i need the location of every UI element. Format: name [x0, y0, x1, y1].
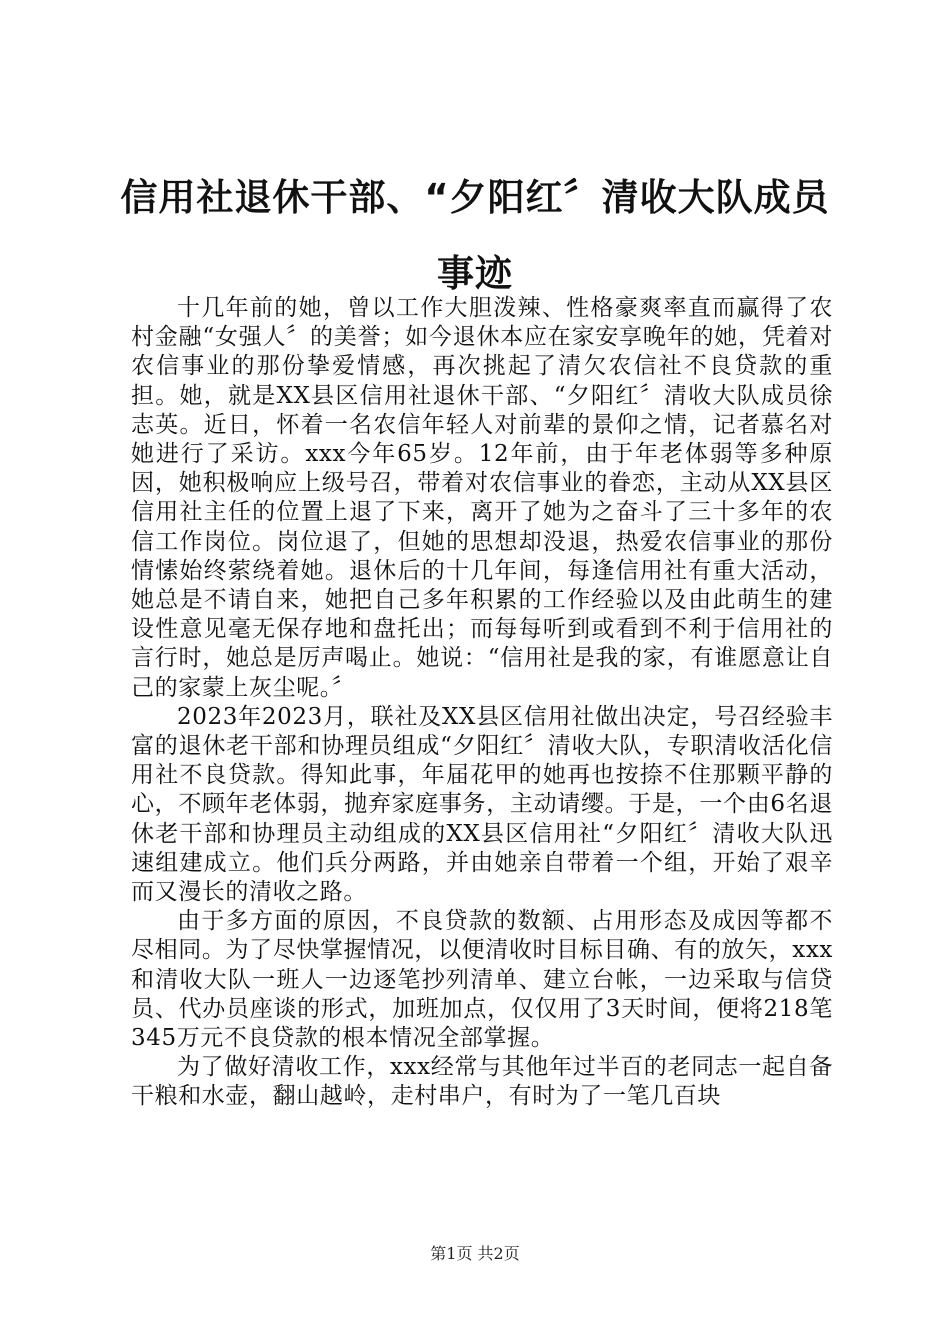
paragraph-1: 十几年前的她，曾以工作大胆泼辣、性格豪爽率直而赢得了农村金融“女强人〞的美誉；如今退休本应在家安享晚年的她，凭着对农信事业的那份挚爱情感，再次挑起了清欠农信社不良贷款的重担。她，就是XX县区信用社退休干部、“夕阳红〞清收大队成员徐志英。近日，怀着一名农信年轻人对前辈的景仰之情，记者慕名对她进行了采访。xxx今年65岁。12年前，由于年老体弱等多种原因，她积极响应上级号召，带着对农信事业的眷恋，主动从XX县区信用社主任的位置上退了下来，离开了她为之奋斗了三十多年的农信工作岗位。岗位退了，但她的思想却没退，热爱农信事业的那份情愫始终萦绕着她。退休后的十几年间，每逢信用社有重大活动，她总是不请自来，她把自己多年积累的工作经验以及由此萌生的建设性意见毫无保存地和盘托出；而每每听到或看到不利于信用社的言行时，她总是厉声喝止。她说：“信用社是我的家，有谁愿意让自己的家蒙上灰尘呢。〞	[131, 295, 833, 701]
paragraph-4: 为了做好清收工作，xxx经常与其他年过半百的老同志一起自备干粮和水壶，翻山越岭，走村串户，有时为了一笔几百块	[131, 1054, 833, 1110]
document-body	[131, 294, 833, 1112]
document-title: 信用社退休干部、“夕阳红〞清收大队成员事迹	[120, 176, 830, 295]
paragraph-3: 由于多方面的原因，不良贷款的数额、占用形态及成因等都不尽相同。为了尽快掌握情况，以便清收时目标目确、有的放矢，xxx和清收大队一班人一边逐笔抄列清单、建立台帐，一边采取与信贷员、代办员座谈的形式，加班加点，仅仅用了3天时间，便将218笔345万元不良贷款的根本情况全部掌握。	[131, 908, 833, 1052]
page-footer: 第1页 共2页	[430, 1244, 520, 1263]
paragraph-2: 2023年2023月，联社及XX县区信用社做出决定，号召经验丰富的退休老干部和协理员组成“夕阳红〞清收大队，专职清收活化信用社不良贷款。得知此事，年届花甲的她再也按捺不住那颗平静的心，不顾年老体弱，抛弃家庭事务，主动请缨。于是，一个由6名退休老干部和协理员主动组成的XX县区信用社“夕阳红〞清收大队迅速组建成立。他们兵分两路，并由她亲自带着一个组，开始了艰辛而又漫长的清收之路。	[131, 703, 833, 906]
